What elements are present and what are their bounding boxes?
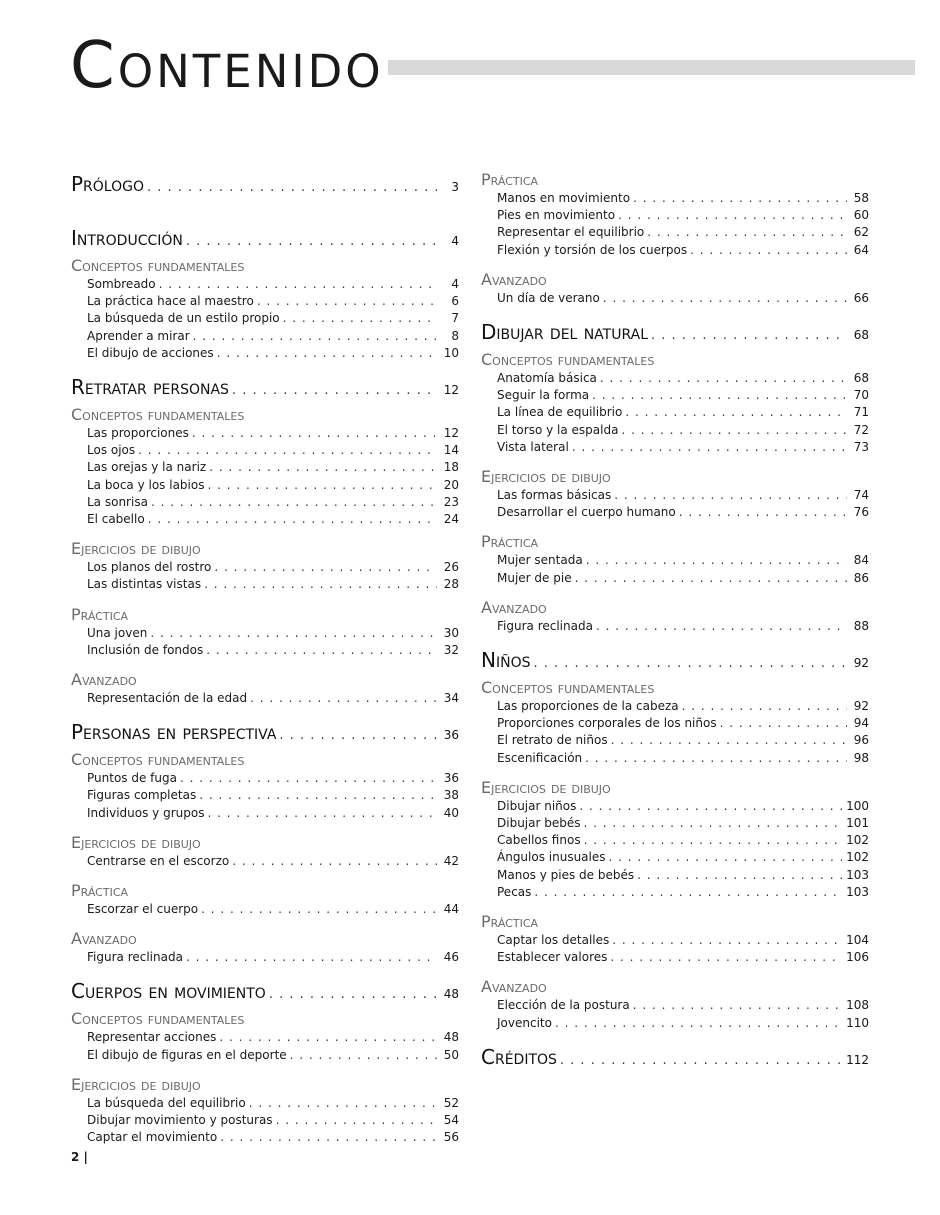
entry-page: 106 bbox=[846, 950, 869, 965]
entry-label: Dibujar bebés bbox=[497, 816, 581, 831]
entry-label: Dibujar movimiento y posturas bbox=[87, 1113, 273, 1128]
dot-leader bbox=[186, 949, 437, 966]
entry-page: 4 bbox=[451, 277, 459, 291]
toc-section-heading: Ejercicios de dibujo bbox=[481, 467, 611, 487]
toc-entry[interactable] bbox=[71, 1095, 459, 1112]
toc-entry[interactable] bbox=[71, 494, 459, 511]
toc-entry[interactable] bbox=[481, 190, 869, 207]
toc-entry[interactable] bbox=[71, 559, 459, 576]
entry-label: Manos en movimiento bbox=[497, 191, 631, 205]
entry-label: Dibujar niños bbox=[497, 798, 577, 813]
toc-entry[interactable] bbox=[71, 442, 459, 459]
entry-label: Aprender a mirar bbox=[87, 328, 190, 343]
toc-entry[interactable] bbox=[481, 732, 869, 749]
entry-label: Manos y pies de bebés bbox=[497, 867, 635, 882]
toc-entry[interactable] bbox=[71, 425, 459, 442]
dot-leader bbox=[204, 576, 437, 593]
toc-entry[interactable] bbox=[481, 242, 869, 259]
toc-entry[interactable] bbox=[71, 1112, 459, 1129]
dot-leader bbox=[150, 625, 437, 642]
dot-leader bbox=[596, 618, 847, 635]
entry-page: 62 bbox=[853, 225, 869, 240]
dot-leader bbox=[250, 690, 437, 707]
toc-section-heading: Ejercicios de dibujo bbox=[71, 1074, 201, 1094]
entry-label: Figura reclinada bbox=[497, 618, 593, 633]
dot-leader bbox=[682, 698, 847, 715]
entry-page: 76 bbox=[853, 505, 869, 520]
dot-leader bbox=[276, 1112, 437, 1129]
entry-page: 98 bbox=[853, 750, 869, 765]
dot-leader bbox=[600, 370, 847, 387]
page-number: 2 | bbox=[71, 1150, 88, 1164]
entry-page: 50 bbox=[443, 1047, 459, 1062]
entry-page: 30 bbox=[443, 625, 459, 640]
chapter-page: 4 bbox=[451, 234, 459, 248]
entry-label: La búsqueda de un estilo propio bbox=[87, 311, 280, 326]
toc-entry[interactable] bbox=[481, 832, 869, 849]
dot-leader bbox=[612, 932, 842, 949]
dot-leader bbox=[199, 787, 437, 804]
entry-label: El torso y la espalda bbox=[497, 422, 619, 437]
entry-label: Las proporciones bbox=[87, 426, 189, 441]
toc-chapter-introduccion[interactable] bbox=[71, 224, 459, 256]
entry-page: 6 bbox=[451, 294, 459, 309]
toc-entry[interactable] bbox=[481, 1015, 869, 1032]
toc-entry[interactable] bbox=[481, 618, 869, 635]
toc-entry[interactable] bbox=[71, 770, 459, 787]
toc-entry[interactable] bbox=[481, 849, 869, 866]
toc-chapter-prologo[interactable] bbox=[71, 170, 459, 202]
toc-entry[interactable] bbox=[71, 787, 459, 804]
entry-page: 40 bbox=[443, 805, 459, 820]
toc-entry[interactable] bbox=[481, 997, 869, 1014]
entry-page: 66 bbox=[853, 290, 869, 305]
entry-page: 12 bbox=[443, 426, 459, 441]
toc-section-heading: Conceptos fundamentales bbox=[71, 1009, 245, 1029]
chapter-title: Introducción bbox=[71, 226, 183, 250]
toc-section-heading: Avanzado bbox=[481, 977, 547, 997]
entry-page: 32 bbox=[443, 642, 459, 657]
dot-leader bbox=[207, 477, 437, 494]
entry-page: 102 bbox=[846, 850, 869, 865]
entry-label: La sonrisa bbox=[87, 494, 148, 509]
entry-page: 72 bbox=[853, 422, 869, 437]
entry-label: Puntos de fuga bbox=[87, 771, 177, 786]
toc-entry[interactable] bbox=[71, 949, 459, 966]
toc-entry[interactable] bbox=[71, 901, 459, 918]
dot-leader bbox=[633, 997, 842, 1014]
entry-page: 48 bbox=[443, 1030, 459, 1045]
chapter-page: 92 bbox=[853, 656, 869, 671]
dot-leader bbox=[180, 770, 437, 787]
toc-entry[interactable] bbox=[71, 276, 459, 293]
toc-section-heading: Conceptos fundamentales bbox=[71, 256, 245, 275]
entry-label: Jovencito bbox=[497, 1015, 552, 1030]
chapter-page: 36 bbox=[443, 728, 459, 743]
dot-leader bbox=[560, 1047, 842, 1075]
dot-leader bbox=[611, 732, 847, 749]
dot-leader bbox=[583, 815, 842, 832]
dot-leader bbox=[249, 1095, 437, 1112]
dot-leader bbox=[151, 494, 437, 511]
dot-leader bbox=[201, 901, 437, 918]
entry-label: Pecas bbox=[497, 884, 532, 899]
toc-entry[interactable] bbox=[71, 625, 459, 642]
entry-label: Las proporciones de la cabeza bbox=[497, 699, 679, 714]
toc-entry[interactable] bbox=[71, 805, 459, 822]
toc-entry[interactable] bbox=[71, 1029, 459, 1046]
entry-page: 34 bbox=[443, 691, 459, 706]
entry-label: Proporciones corporales de los niños bbox=[497, 716, 717, 731]
entry-label: El dibujo de figuras en el deporte bbox=[87, 1047, 287, 1062]
toc-section-heading: Práctica bbox=[481, 912, 539, 932]
dot-leader bbox=[219, 1029, 437, 1046]
chapter-page: 68 bbox=[853, 328, 869, 343]
toc-section-heading: Práctica bbox=[481, 170, 539, 189]
dot-leader bbox=[555, 1015, 842, 1032]
toc-entry[interactable] bbox=[71, 690, 459, 707]
entry-label: La práctica hace al maestro bbox=[87, 294, 254, 309]
entry-label: Las orejas y la nariz bbox=[87, 460, 207, 475]
entry-page: 108 bbox=[846, 998, 869, 1013]
dot-leader bbox=[232, 377, 437, 405]
toc-section-heading: Práctica bbox=[71, 604, 129, 624]
entry-label: Seguir la forma bbox=[497, 388, 590, 403]
toc-entry[interactable] bbox=[481, 884, 869, 901]
toc-entry[interactable] bbox=[71, 293, 459, 310]
dot-leader bbox=[575, 570, 847, 587]
toc-chapter-perspectiva[interactable] bbox=[71, 718, 459, 750]
dot-leader bbox=[592, 387, 847, 404]
entry-label: Las distintas vistas bbox=[87, 577, 202, 592]
toc-entry[interactable] bbox=[71, 1047, 459, 1064]
toc-section-heading: Ejercicios de dibujo bbox=[71, 832, 201, 852]
entry-label: Ángulos inusuales bbox=[497, 850, 606, 865]
entry-page: 56 bbox=[443, 1130, 459, 1145]
dot-leader bbox=[279, 722, 437, 750]
toc-section-heading: Conceptos fundamentales bbox=[481, 350, 655, 370]
dot-leader bbox=[637, 867, 842, 884]
entry-page: 70 bbox=[853, 388, 869, 403]
toc-entry[interactable] bbox=[481, 207, 869, 224]
entry-page: 102 bbox=[846, 833, 869, 848]
entry-label: Inclusión de fondos bbox=[87, 642, 204, 657]
entry-label: La línea de equilibrio bbox=[497, 405, 623, 420]
entry-page: 103 bbox=[846, 867, 869, 882]
entry-page: 101 bbox=[846, 816, 869, 831]
dot-leader bbox=[283, 310, 437, 327]
toc-entry[interactable] bbox=[481, 570, 869, 587]
entry-page: 44 bbox=[443, 902, 459, 917]
entry-page: 24 bbox=[443, 512, 459, 527]
entry-page: 96 bbox=[853, 733, 869, 748]
dot-leader bbox=[584, 832, 843, 849]
entry-page: 110 bbox=[846, 1015, 869, 1030]
toc-chapter-retratar[interactable] bbox=[71, 373, 459, 405]
toc-entry[interactable] bbox=[481, 715, 869, 732]
toc-section-heading: Conceptos fundamentales bbox=[71, 750, 245, 770]
chapter-title: Niños bbox=[481, 648, 531, 673]
entry-label: Los ojos bbox=[87, 443, 136, 458]
dot-leader bbox=[192, 425, 437, 442]
entry-label: La búsqueda del equilibrio bbox=[87, 1095, 246, 1110]
entry-page: 92 bbox=[853, 699, 869, 714]
dot-leader bbox=[159, 276, 437, 293]
dot-leader bbox=[147, 174, 437, 202]
entry-label: Pies en movimiento bbox=[497, 208, 616, 223]
dot-leader bbox=[586, 552, 847, 569]
entry-label: Sombreado bbox=[87, 277, 156, 291]
dot-leader bbox=[193, 328, 437, 345]
dot-leader bbox=[138, 442, 437, 459]
dot-leader bbox=[290, 1047, 437, 1064]
toc-entry[interactable] bbox=[481, 370, 869, 387]
toc-entry[interactable] bbox=[71, 328, 459, 345]
entry-label: Cabellos finos bbox=[497, 833, 581, 848]
entry-page: 58 bbox=[853, 191, 869, 205]
entry-page: 86 bbox=[853, 570, 869, 585]
entry-page: 18 bbox=[443, 460, 459, 475]
toc-entry[interactable] bbox=[481, 552, 869, 569]
toc-entry[interactable] bbox=[481, 815, 869, 832]
entry-page: 8 bbox=[451, 328, 459, 343]
dot-leader bbox=[651, 322, 847, 350]
dot-leader bbox=[572, 439, 847, 456]
entry-label: Un día de verano bbox=[497, 290, 600, 305]
toc-entry[interactable] bbox=[71, 310, 459, 327]
entry-page: 104 bbox=[846, 933, 869, 948]
entry-page: 74 bbox=[853, 488, 869, 503]
toc-entry[interactable] bbox=[481, 487, 869, 504]
entry-page: 64 bbox=[853, 242, 869, 257]
dot-leader bbox=[206, 642, 437, 659]
toc-section-heading: Ejercicios de dibujo bbox=[71, 539, 201, 559]
dot-leader bbox=[579, 798, 842, 815]
toc-entry[interactable] bbox=[481, 698, 869, 715]
dot-leader bbox=[534, 884, 842, 901]
toc-entry[interactable] bbox=[71, 853, 459, 870]
entry-label: Centrarse en el escorzo bbox=[87, 853, 230, 868]
dot-leader bbox=[186, 228, 437, 256]
dot-leader bbox=[610, 949, 842, 966]
entry-label: Escenificación bbox=[497, 750, 583, 765]
chapter-page: 3 bbox=[451, 180, 459, 194]
toc-column-right bbox=[481, 170, 869, 1075]
entry-page: 103 bbox=[846, 884, 869, 899]
entry-label: Desarrollar el cuerpo humano bbox=[497, 505, 676, 520]
chapter-page: 12 bbox=[443, 383, 459, 398]
dot-leader bbox=[533, 650, 847, 678]
entry-page: 36 bbox=[443, 771, 459, 786]
entry-label: Establecer valores bbox=[497, 950, 608, 965]
entry-label: Elección de la postura bbox=[497, 998, 630, 1013]
chapter-title: Créditos bbox=[481, 1044, 557, 1069]
entry-label: Mujer de pie bbox=[497, 570, 572, 585]
entry-page: 52 bbox=[443, 1095, 459, 1110]
toc-entry[interactable] bbox=[71, 642, 459, 659]
dot-leader bbox=[232, 853, 437, 870]
entry-page: 100 bbox=[846, 798, 869, 813]
dot-leader bbox=[647, 224, 847, 241]
dot-leader bbox=[257, 293, 437, 310]
entry-page: 73 bbox=[853, 439, 869, 454]
toc-entry[interactable] bbox=[481, 422, 869, 439]
dot-leader bbox=[614, 487, 847, 504]
entry-label: Anatomía básica bbox=[497, 371, 597, 386]
entry-page: 10 bbox=[443, 345, 459, 360]
dot-leader bbox=[207, 805, 437, 822]
toc-entry[interactable] bbox=[71, 576, 459, 593]
dot-leader bbox=[625, 404, 847, 421]
dot-leader bbox=[618, 207, 847, 224]
entry-label: Figuras completas bbox=[87, 788, 197, 803]
chapter-page: 48 bbox=[443, 987, 459, 1002]
entry-label: El retrato de niños bbox=[497, 733, 608, 748]
entry-page: 94 bbox=[853, 716, 869, 731]
toc-entry[interactable] bbox=[481, 439, 869, 456]
dot-leader bbox=[220, 1129, 437, 1146]
toc-entry[interactable] bbox=[481, 798, 869, 815]
chapter-title: Cuerpos en movimiento bbox=[71, 979, 266, 1004]
dot-leader bbox=[603, 290, 847, 307]
entry-page: 54 bbox=[443, 1113, 459, 1128]
entry-label: Una joven bbox=[87, 625, 148, 640]
entry-label: Individuos y grupos bbox=[87, 805, 205, 820]
toc-section-heading: Avanzado bbox=[481, 269, 547, 289]
entry-page: 38 bbox=[443, 788, 459, 803]
entry-label: La boca y los labios bbox=[87, 477, 205, 492]
toc-chapter-ninos[interactable] bbox=[481, 646, 869, 678]
entry-page: 7 bbox=[451, 311, 459, 326]
dot-leader bbox=[679, 504, 847, 521]
entry-page: 20 bbox=[443, 477, 459, 492]
toc-entry[interactable] bbox=[481, 949, 869, 966]
toc-section-heading: Avanzado bbox=[71, 670, 137, 690]
toc-entry[interactable] bbox=[481, 404, 869, 421]
toc-column-left bbox=[71, 170, 459, 1146]
entry-label: El dibujo de acciones bbox=[87, 345, 214, 360]
toc-entry[interactable] bbox=[481, 290, 869, 307]
dot-leader bbox=[214, 559, 437, 576]
toc-chapter-cuerpos[interactable] bbox=[71, 977, 459, 1009]
toc-entry[interactable] bbox=[71, 459, 459, 476]
toc-section-heading: Conceptos fundamentales bbox=[71, 405, 245, 425]
dot-leader bbox=[209, 459, 437, 476]
dot-leader bbox=[720, 715, 847, 732]
toc-entry[interactable] bbox=[71, 477, 459, 494]
chapter-title: Prólogo bbox=[71, 172, 144, 196]
toc-section-heading: Práctica bbox=[71, 881, 129, 901]
toc-entry[interactable] bbox=[481, 224, 869, 241]
toc-section-heading: Conceptos fundamentales bbox=[481, 678, 655, 698]
dot-leader bbox=[621, 422, 847, 439]
chapter-page: 112 bbox=[846, 1052, 869, 1067]
entry-page: 68 bbox=[853, 371, 869, 386]
toc-entry[interactable] bbox=[481, 750, 869, 767]
entry-label: Captar el movimiento bbox=[87, 1130, 218, 1145]
entry-label: Representación de la edad bbox=[87, 691, 248, 706]
dot-leader bbox=[217, 345, 437, 362]
toc-section-heading: Ejercicios de dibujo bbox=[481, 777, 611, 797]
dot-leader bbox=[148, 511, 437, 528]
entry-page: 28 bbox=[443, 577, 459, 592]
toc-entry[interactable] bbox=[481, 387, 869, 404]
entry-page: 60 bbox=[853, 208, 869, 223]
dot-leader bbox=[609, 849, 843, 866]
toc-section-heading: Práctica bbox=[481, 532, 539, 552]
page-title: Contenido bbox=[70, 34, 388, 98]
entry-page: 14 bbox=[443, 443, 459, 458]
toc-entry[interactable] bbox=[481, 504, 869, 521]
entry-label: Vista lateral bbox=[497, 439, 569, 454]
entry-page: 23 bbox=[443, 494, 459, 509]
toc-entry[interactable] bbox=[71, 1129, 459, 1146]
dot-leader bbox=[633, 190, 847, 207]
toc-entry[interactable] bbox=[481, 867, 869, 884]
entry-label: Las formas básicas bbox=[497, 488, 612, 503]
chapter-title: Retratar personas bbox=[71, 375, 229, 400]
entry-label: Mujer sentada bbox=[497, 553, 583, 568]
dot-leader bbox=[690, 242, 847, 259]
entry-page: 84 bbox=[853, 553, 869, 568]
toc-section-heading: Avanzado bbox=[481, 597, 547, 617]
entry-page: 26 bbox=[443, 560, 459, 575]
entry-label: Figura reclinada bbox=[87, 950, 183, 965]
toc-chapter-creditos[interactable] bbox=[481, 1043, 869, 1075]
entry-page: 42 bbox=[443, 853, 459, 868]
entry-label: Captar los detalles bbox=[497, 933, 610, 948]
entry-label: El cabello bbox=[87, 512, 145, 527]
entry-page: 88 bbox=[853, 618, 869, 633]
chapter-title: Personas en perspectiva bbox=[71, 720, 277, 745]
toc-section-heading: Avanzado bbox=[71, 929, 137, 949]
entry-page: 46 bbox=[443, 950, 459, 965]
chapter-title: Dibujar del natural bbox=[481, 320, 649, 345]
entry-label: Representar acciones bbox=[87, 1030, 217, 1045]
entry-label: Escorzar el cuerpo bbox=[87, 902, 199, 917]
toc-entry[interactable] bbox=[71, 511, 459, 528]
entry-label: Representar el equilibrio bbox=[497, 225, 645, 240]
toc-entry[interactable] bbox=[71, 345, 459, 362]
dot-leader bbox=[269, 981, 437, 1009]
entry-page: 71 bbox=[853, 405, 869, 420]
entry-label: Los planos del rostro bbox=[87, 560, 212, 575]
toc-chapter-natural[interactable] bbox=[481, 318, 869, 350]
dot-leader bbox=[585, 750, 847, 767]
entry-label: Flexión y torsión de los cuerpos bbox=[497, 242, 688, 257]
toc-entry[interactable] bbox=[481, 932, 869, 949]
